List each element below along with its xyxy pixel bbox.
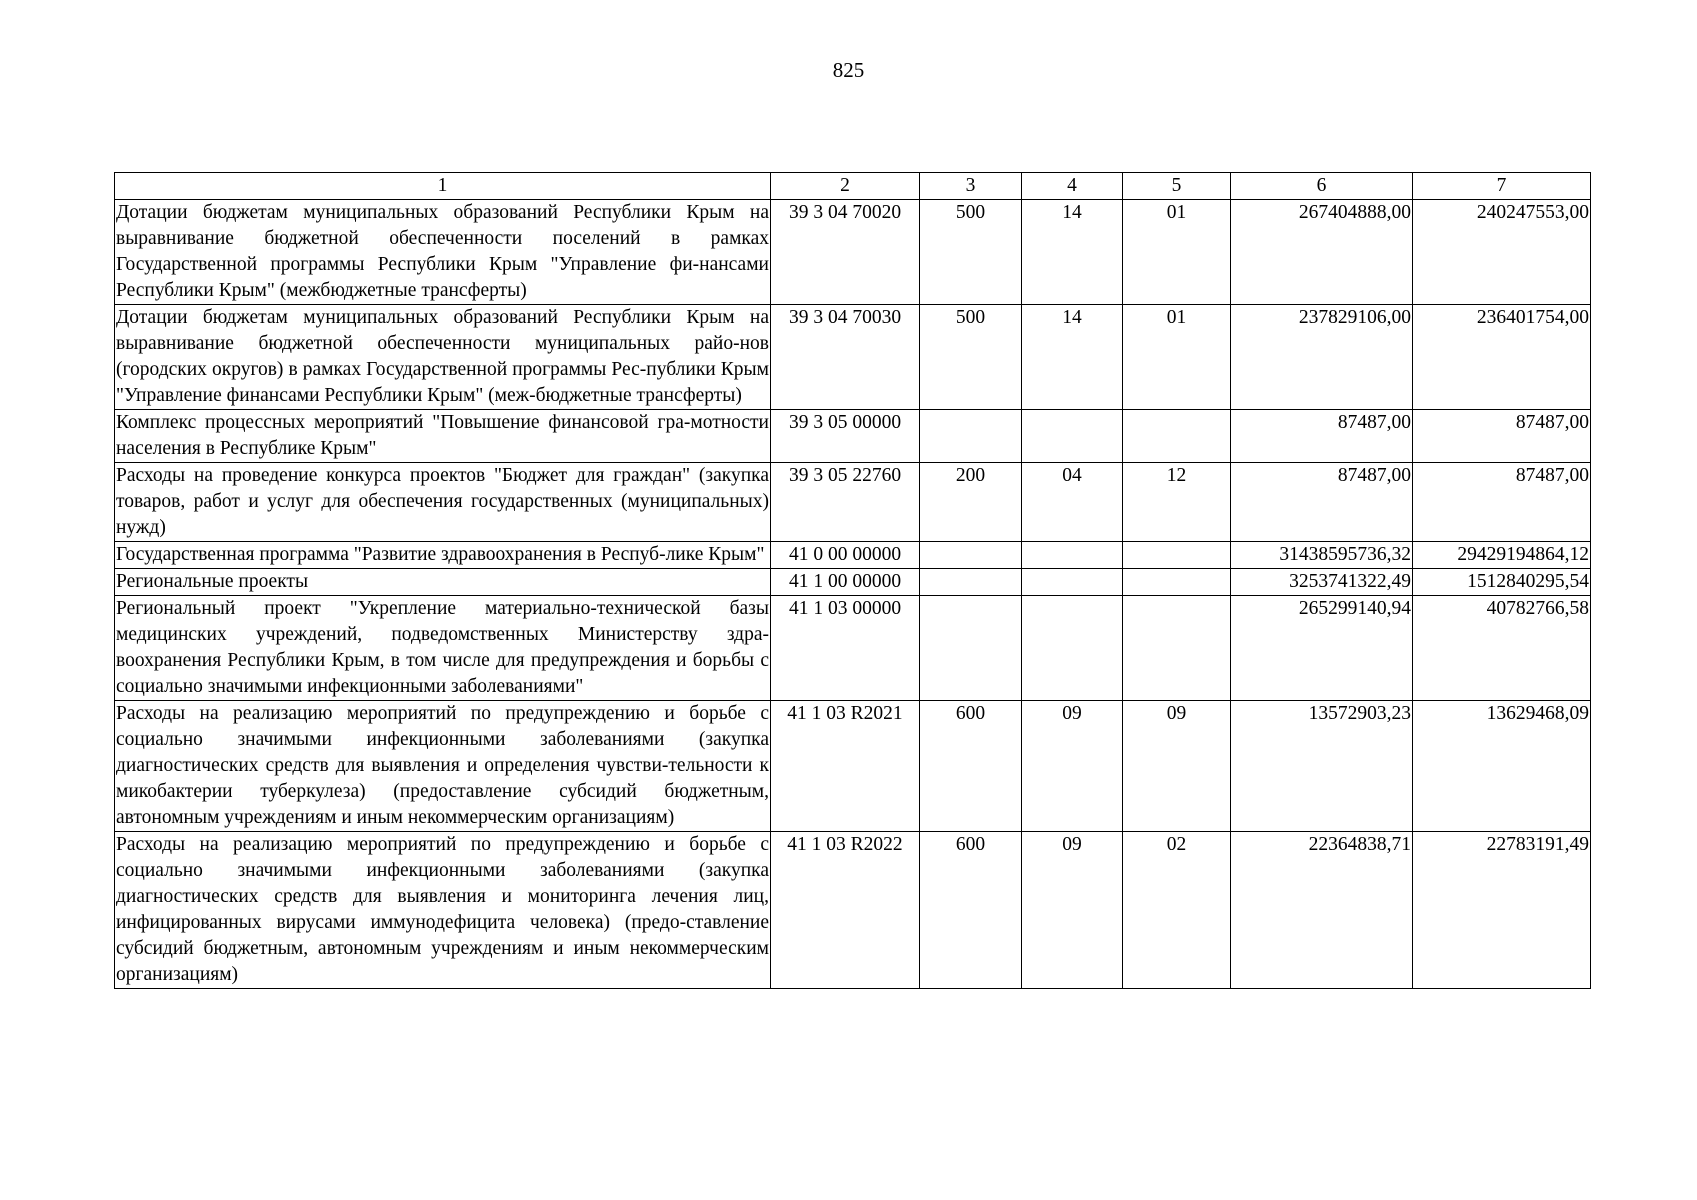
row-value-7: 236401754,00	[1413, 305, 1591, 410]
row-value-6: 265299140,94	[1231, 596, 1413, 701]
table-row	[115, 542, 1591, 569]
row-value-6: 87487,00	[1231, 463, 1413, 542]
row-value-6: 237829106,00	[1231, 305, 1413, 410]
row-col3: 200	[920, 463, 1022, 542]
row-col4	[1022, 569, 1123, 596]
row-code: 41 1 03 00000	[771, 596, 920, 701]
table-row	[115, 701, 1591, 832]
row-value-6: 22364838,71	[1231, 832, 1413, 989]
column-header: 6	[1231, 173, 1413, 200]
row-col4: 09	[1022, 701, 1123, 832]
row-description: Комплекс процессных мероприятий "Повышение финансовой гра-мотности населения в Республике Крым"	[115, 410, 771, 463]
row-code: 41 0 00 00000	[771, 542, 920, 569]
row-col3	[920, 542, 1022, 569]
column-header: 3	[920, 173, 1022, 200]
table-row	[115, 200, 1591, 305]
row-col3: 600	[920, 832, 1022, 989]
table-row	[115, 832, 1591, 989]
row-col5	[1123, 596, 1231, 701]
row-col4	[1022, 542, 1123, 569]
row-col3	[920, 596, 1022, 701]
row-col3: 500	[920, 200, 1022, 305]
row-col5	[1123, 410, 1231, 463]
table-row	[115, 305, 1591, 410]
row-value-6: 3253741322,49	[1231, 569, 1413, 596]
row-value-7: 87487,00	[1413, 410, 1591, 463]
row-col4	[1022, 596, 1123, 701]
row-value-7: 87487,00	[1413, 463, 1591, 542]
row-col4: 09	[1022, 832, 1123, 989]
row-description: Государственная программа "Развитие здравоохранения в Респуб-лике Крым"	[115, 542, 771, 569]
header-row	[115, 173, 1591, 200]
column-header: 5	[1123, 173, 1231, 200]
row-col3: 500	[920, 305, 1022, 410]
row-description: Региональные проекты	[115, 569, 771, 596]
row-value-7: 40782766,58	[1413, 596, 1591, 701]
column-header: 2	[771, 173, 920, 200]
row-col5: 01	[1123, 200, 1231, 305]
row-value-7: 22783191,49	[1413, 832, 1591, 989]
row-col4: 14	[1022, 305, 1123, 410]
row-description: Дотации бюджетам муниципальных образований Республики Крым на выравнивание бюджетной обеспеченности поселений в рамках Государственной программы Республики Крым "Управление фи-нансами Республики Крым" (межбюджетные трансферты)	[115, 200, 771, 305]
row-col5: 01	[1123, 305, 1231, 410]
table-row	[115, 569, 1591, 596]
row-code: 41 1 03 R2021	[771, 701, 920, 832]
column-header: 4	[1022, 173, 1123, 200]
row-value-7: 1512840295,54	[1413, 569, 1591, 596]
page-number: 825	[832, 58, 865, 82]
row-col5: 02	[1123, 832, 1231, 989]
row-code: 41 1 00 00000	[771, 569, 920, 596]
row-col5: 09	[1123, 701, 1231, 832]
row-col4: 14	[1022, 200, 1123, 305]
row-description: Региональный проект "Укрепление материально-технической базы медицинских учреждений, подведомственных Министерству здра-воохранения Республики Крым, в том числе для предупреждения и борьбы с социально значимыми инфекционными заболеваниями"	[115, 596, 771, 701]
row-col5	[1123, 569, 1231, 596]
row-value-7: 29429194864,12	[1413, 542, 1591, 569]
column-header: 7	[1413, 173, 1591, 200]
row-description: Расходы на проведение конкурса проектов "Бюджет для граждан" (закупка товаров, работ и услуг для обеспечения государственных (муниципальных) нужд)	[115, 463, 771, 542]
table-row	[115, 596, 1591, 701]
row-code: 41 1 03 R2022	[771, 832, 920, 989]
row-description: Расходы на реализацию мероприятий по предупреждению и борьбе с социально значимыми инфекционными заболеваниями (закупка диагностических средств для выявления и мониторинга лечения лиц, инфицированных вирусами иммунодефицита человека) (предо-ставление субсидий бюджетным, автономным учреждениям и иным некоммерческим организациям)	[115, 832, 771, 989]
row-col5: 12	[1123, 463, 1231, 542]
row-value-6: 87487,00	[1231, 410, 1413, 463]
row-code: 39 3 05 00000	[771, 410, 920, 463]
row-col3	[920, 410, 1022, 463]
row-code: 39 3 05 22760	[771, 463, 920, 542]
row-value-6: 267404888,00	[1231, 200, 1413, 305]
row-col5	[1123, 542, 1231, 569]
row-col3	[920, 569, 1022, 596]
row-code: 39 3 04 70020	[771, 200, 920, 305]
row-col3: 600	[920, 701, 1022, 832]
row-description: Расходы на реализацию мероприятий по предупреждению и борьбе с социально значимыми инфекционными заболеваниями (закупка диагностических средств для выявления и определения чувстви-тельности к микобактерии туберкулеза) (предоставление субсидий бюджетным, автономным учреждениям и иным некоммерческим организациям)	[115, 701, 771, 832]
budget-table	[114, 172, 1591, 989]
row-description: Дотации бюджетам муниципальных образований Республики Крым на выравнивание бюджетной обеспеченности муниципальных райо-нов (городских округов) в рамках Государственной программы Рес-публики Крым "Управление финансами Республики Крым" (меж-бюджетные трансферты)	[115, 305, 771, 410]
row-value-7: 240247553,00	[1413, 200, 1591, 305]
row-code: 39 3 04 70030	[771, 305, 920, 410]
row-value-7: 13629468,09	[1413, 701, 1591, 832]
row-value-6: 31438595736,32	[1231, 542, 1413, 569]
table-row	[115, 463, 1591, 542]
column-header: 1	[115, 173, 771, 200]
table-row	[115, 410, 1591, 463]
row-col4	[1022, 410, 1123, 463]
row-col4: 04	[1022, 463, 1123, 542]
row-value-6: 13572903,23	[1231, 701, 1413, 832]
